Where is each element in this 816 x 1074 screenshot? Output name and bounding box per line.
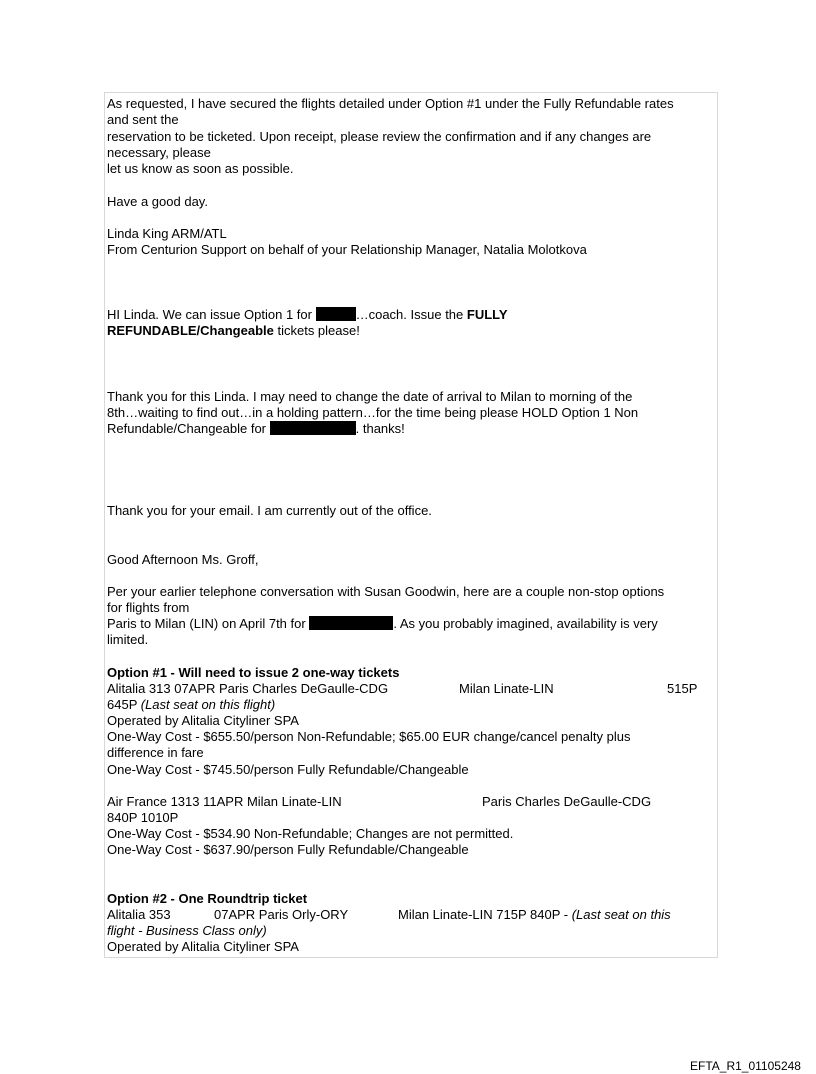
email5-p3 — [107, 616, 658, 632]
email5-p3-post: . As you probably imagined, availability is very — [393, 616, 658, 631]
option2-flight1-date: 07APR Paris Orly-ORY — [214, 907, 349, 922]
option1-flight2-airline: Air France 1313 11APR Milan Linate-LIN — [107, 794, 342, 809]
option1-flight1-cost1b: difference in fare — [107, 745, 204, 760]
option1-flight2-cost2: One-Way Cost - $637.90/person Fully Refundable/Changeable — [107, 842, 469, 857]
email5-p4: limited. — [107, 632, 149, 647]
email2-line1 — [107, 307, 508, 323]
option2-flight1-dest: Milan Linate-LIN 715P 840P - — [398, 907, 572, 922]
email1-line4: necessary, please — [107, 145, 211, 160]
email2-post: …coach. Issue the — [355, 307, 467, 322]
option1-flight2-times: 840P 1010P — [107, 810, 179, 825]
email3-line3-pre: Refundable/Changeable for — [107, 421, 270, 436]
option2-title: Option #2 - One Roundtrip ticket — [107, 891, 308, 906]
email1-greeting: Have a good day. — [107, 194, 208, 209]
option1-flight2-cost1: One-Way Cost - $534.90 Non-Refundable; Changes are not permitted. — [107, 826, 514, 841]
email1-line5: let us know as soon as possible. — [107, 161, 294, 176]
option1-flight1-note: (Last seat on this flight) — [140, 697, 276, 712]
email1-signature-from: From Centurion Support on behalf of your Relationship Manager, Natalia Molotkova — [107, 242, 587, 257]
option1-flight1-arr: 645P — [107, 697, 141, 712]
email4-line1: Thank you for your email. I am currently out of the office. — [107, 503, 432, 518]
option2-flight1-airline: Alitalia 353 — [107, 907, 171, 922]
document-id: EFTA_R1_01105248 — [690, 1059, 801, 1073]
email1-line2: and sent the — [107, 112, 179, 127]
email2-bold1: FULLY — [466, 307, 508, 322]
redaction-block — [309, 616, 393, 630]
email3-line2: 8th…waiting to find out…in a holding pattern…for the time being please HOLD Option 1 Non — [107, 405, 639, 420]
option1-flight1-cost1: One-Way Cost - $655.50/person Non-Refundable; $65.00 EUR change/cancel penalty plus — [107, 729, 631, 744]
email5-p1: Per your earlier telephone conversation with Susan Goodwin, here are a couple non-stop options — [107, 584, 665, 599]
option2-flight1-note2: flight - Business Class only) — [107, 923, 267, 938]
option1-flight1-dest: Milan Linate-LIN — [459, 681, 554, 696]
email1-signature-name: Linda King ARM/ATL — [107, 226, 227, 241]
email3-line3-post: . thanks! — [355, 421, 405, 436]
redaction-block — [316, 307, 356, 321]
option1-title: Option #1 - Will need to issue 2 one-way tickets — [107, 665, 400, 680]
option2-flight1-dest-line — [398, 907, 671, 923]
email3-line3 — [107, 421, 405, 437]
option1-flight1-arr-line — [107, 697, 275, 713]
option1-flight1-airline: Alitalia 313 07APR Paris Charles DeGaulle-CDG — [107, 681, 389, 696]
email2-tail: tickets please! — [273, 323, 360, 338]
option1-flight2-dest: Paris Charles DeGaulle-CDG — [482, 794, 652, 809]
email5-p3-pre: Paris to Milan (LIN) on April 7th for — [107, 616, 310, 631]
email1-line3: reservation to be ticketed. Upon receipt, please review the confirmation and if any changes are — [107, 129, 652, 144]
email1-line1: As requested, I have secured the flights detailed under Option #1 under the Fully Refundable rates — [107, 96, 674, 111]
option2-flight1-operator: Operated by Alitalia Cityliner SPA — [107, 939, 299, 954]
option1-flight1-cost2: One-Way Cost - $745.50/person Fully Refundable/Changeable — [107, 762, 469, 777]
email3-line1: Thank you for this Linda. I may need to change the date of arrival to Milan to morning of the — [107, 389, 633, 404]
email2-bold2: REFUNDABLE/Changeable — [107, 323, 274, 338]
email2-pre: HI Linda. We can issue Option 1 for — [107, 307, 316, 322]
option1-flight1-dep: 515P — [667, 681, 698, 696]
email2-line2 — [107, 323, 360, 339]
email5-greeting: Good Afternoon Ms. Groff, — [107, 552, 259, 567]
option2-flight1-note1: (Last seat on this — [571, 907, 671, 922]
email5-p2: for flights from — [107, 600, 190, 615]
option1-flight1-operator: Operated by Alitalia Cityliner SPA — [107, 713, 299, 728]
redaction-block — [270, 421, 356, 435]
